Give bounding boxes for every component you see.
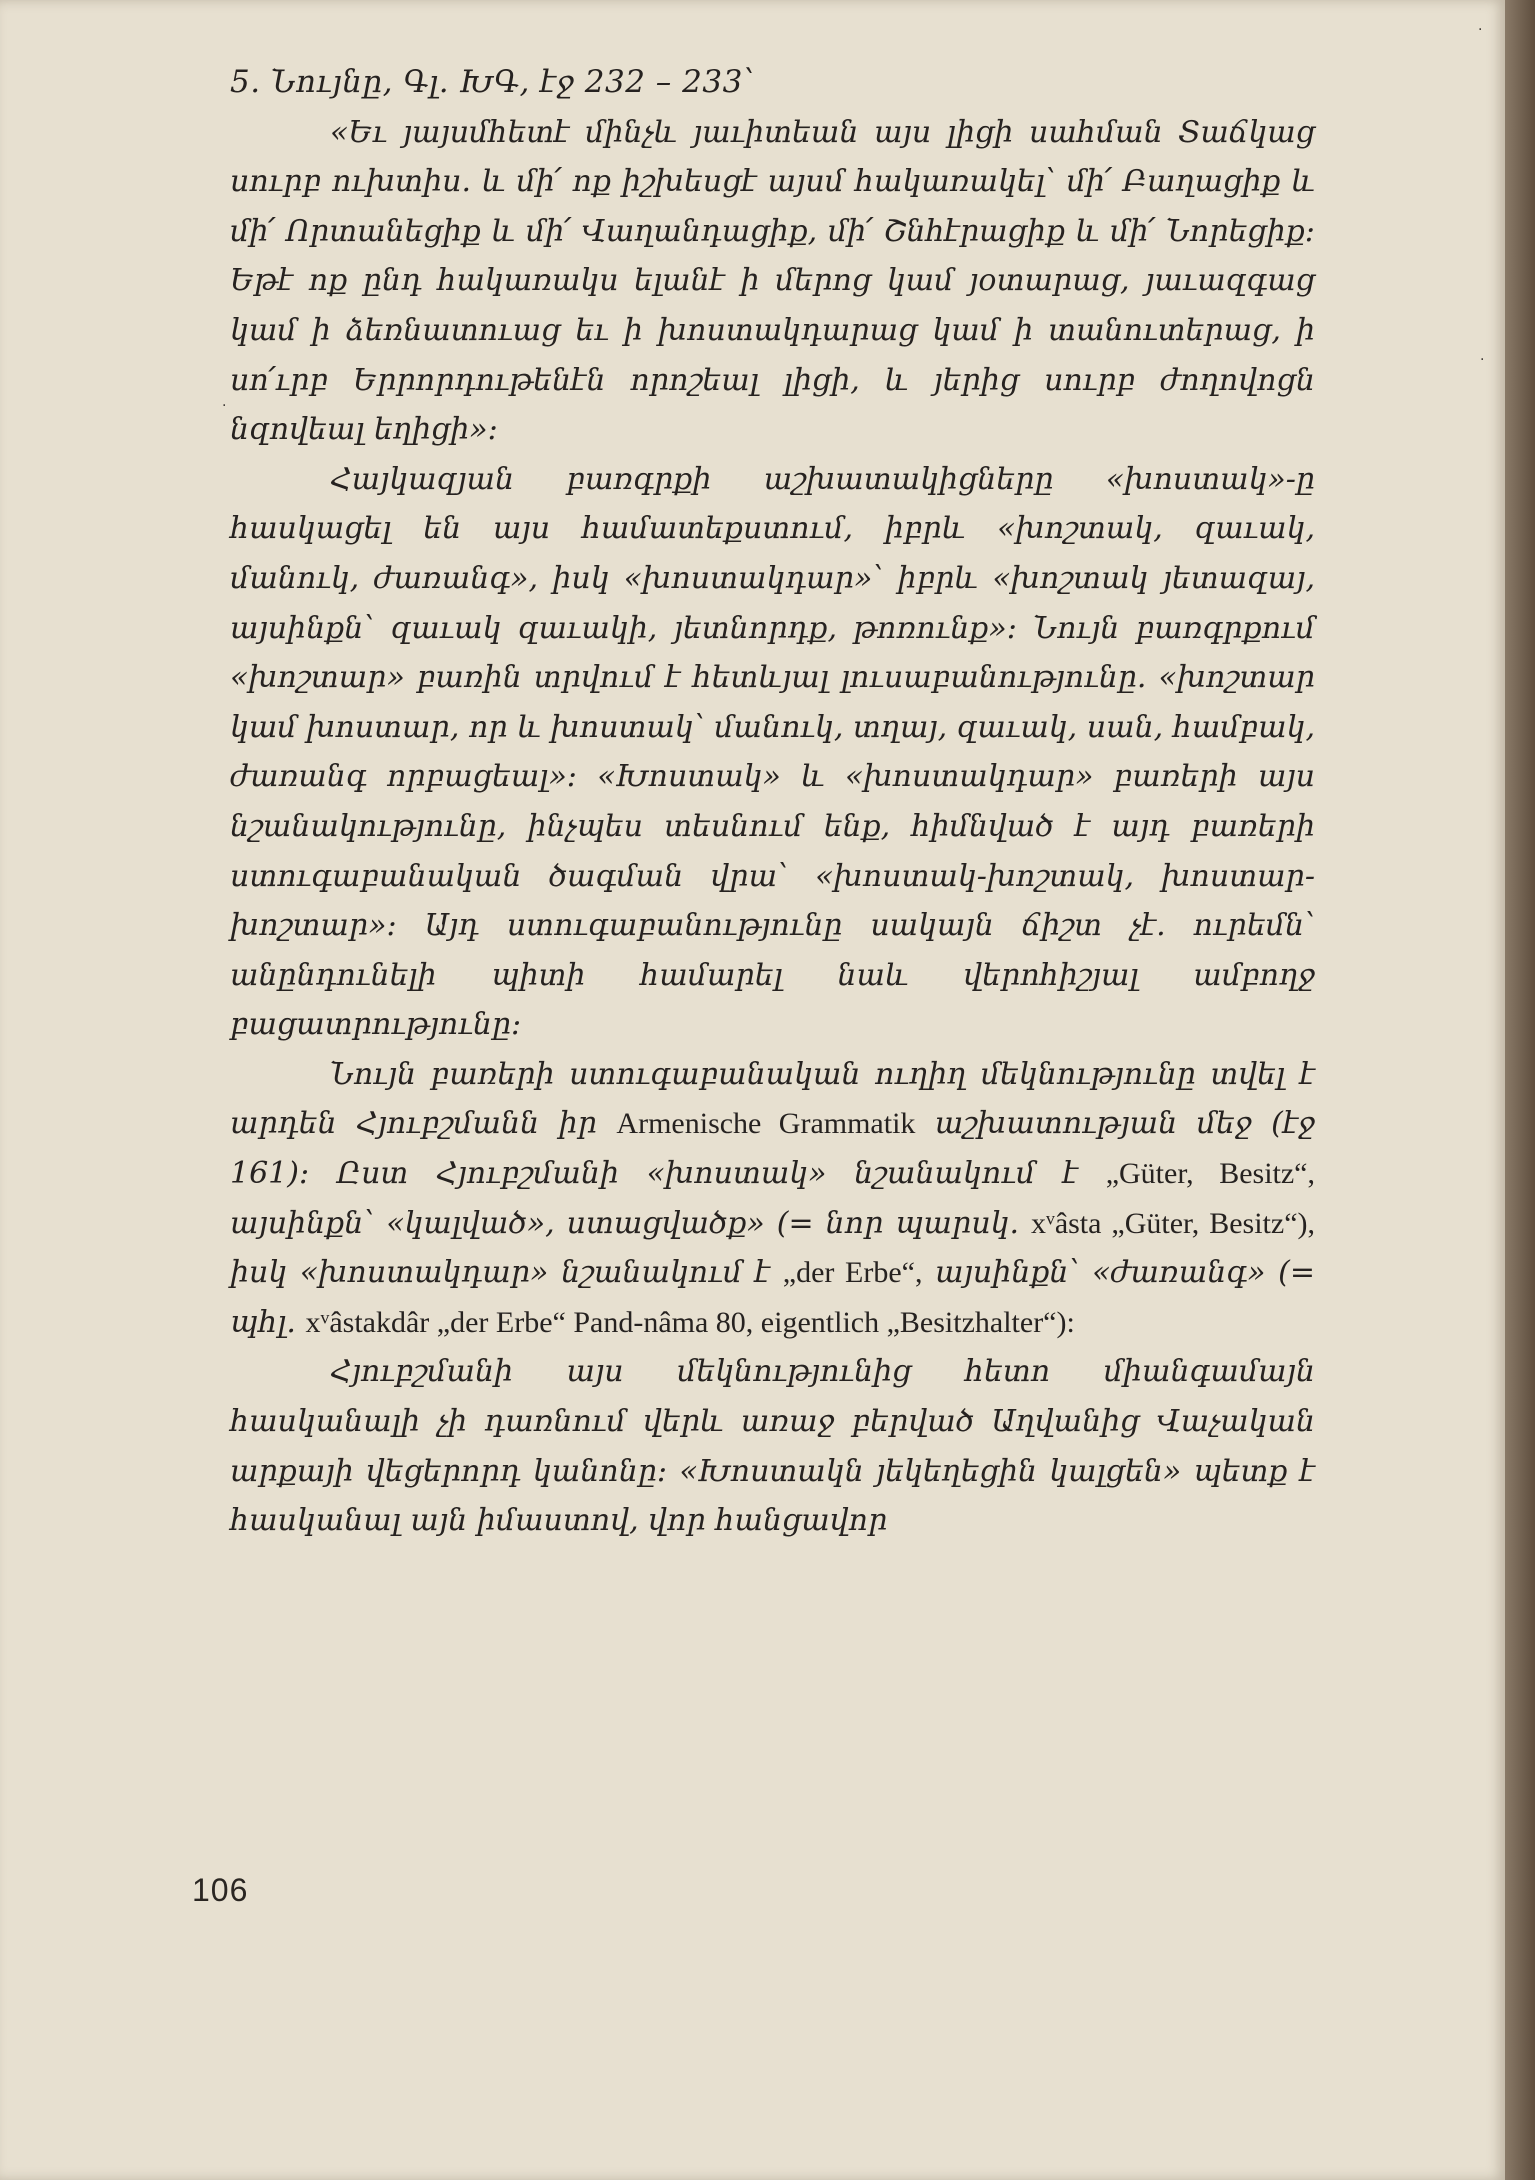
paragraph-vachakan-canon: Հյուբշմանի այս մեկնությունից հետո միանգամայն հասկանալի չի դառնում վերև առաջ բերված Աղվանից Վաչական արքայի վեցերորդ կանոնը։ «Խոստակն յեկեղեցին կալցեն» պետք է հասկանալ այն իմաստով, վոր հանցավոր bbox=[230, 1354, 1315, 1539]
p2-text-a: Նույն բառերի ստուգաբանական ուղիղ մեկնությունը տվել է արդեն Հյուբշմանն իր bbox=[230, 1056, 1315, 1142]
p2-text-e: այսինքն՝ «ժառանգ» (= պհլ. bbox=[230, 1255, 1315, 1340]
source-heading: 5. Նույնը, Գլ. ԽԳ, էջ 232 – 233՝ bbox=[230, 64, 755, 100]
p2-text-b: աշխատության մեջ (էջ 161)։ Ըստ Հյուբշմանի «խոստակ» նշանակում է bbox=[230, 1106, 1315, 1192]
gloss-der-erbe: „der Erbe“, bbox=[782, 1256, 923, 1290]
gloss-xvastakdar: xᵛâstakdâr „der Erbe“ Pand-nâma 80, eigentlich „Besitzhalter“): bbox=[305, 1305, 1075, 1339]
book-title-armenische-grammatik: Armenische Grammatik bbox=[616, 1107, 916, 1141]
margin-mark-top-right: · bbox=[1478, 22, 1483, 38]
gloss-gueter-besitz: „Güter, Besitz“, bbox=[1105, 1157, 1315, 1191]
page-number: 106 bbox=[192, 1872, 249, 1908]
paragraph-hubschmann-etymology bbox=[230, 1050, 1315, 1348]
gloss-xvasta: xᵛâsta „Güter, Besitz“), bbox=[1031, 1206, 1316, 1240]
margin-mark-mid-right: · bbox=[1480, 352, 1485, 368]
p2-text-c: այսինքն՝ «կալված», ստացվածք» (= նոր պարսկ. bbox=[230, 1205, 1020, 1241]
binding-edge bbox=[1505, 0, 1535, 2180]
page-text-block bbox=[230, 58, 1315, 1546]
paragraph-dictionary-interpretation: Հայկազյան բառգրքի աշխատակիցները «խոստակ»-ը հասկացել են այս համատեքստում, իբրև «խոշտակ, զաւակ, մանուկ, ժառանգ», իսկ «խոստակդար»՝ իբրև «խոշտակ յետազայ, այսինքն՝ զաւակ զաւակի, յետնորդք, թոռունք»։ Նույն բառգրքում «խոշտար» բառին տրվում է հետևյալ լուսաբանությունը. «խոշտար կամ խոստար, որ և խոստակ՝ մանուկ, տղայ, զաւակ, սան, համբակ, ժառանգ որբացեալ»։ «Խոստակ» և «խոստակդար» բառերի այս նշանակությունը, ինչպես տեսնում ենք, հիմնված է այդ բառերի ստուգաբանական ծագման վրա՝ «խոստակ-խոշտակ, խոստար-խոշտար»։ Այդ ստուգաբանությունը սակայն ճիշտ չէ. ուրեմն՝ անընդունելի պիտի համարել նաև վերոհիշյալ ամբողջ բացատրությունը։ bbox=[230, 461, 1315, 1043]
p2-text-d: իսկ «խոստակդար» նշանակում է bbox=[230, 1255, 771, 1291]
margin-mark-left: · bbox=[222, 398, 227, 414]
quoted-canon-text: «Եւ յայսմհետէ մինչև յաւիտեան այս լիցի սահման Տաճկաց սուրբ ուխտիս. և մի՛ ոք իշխեսցէ այսմ հակառակել՝ մի՛ Բաղացիք և մի՛ Որտանեցիք և մի՛ Վաղանդացիք, մի՛ Շնհէրացիք և մի՛ Նորեցիք։ Եթէ ոք ընդ հակառակս ելանէ ի մերոց կամ յօտարաց, յաւազգաց կամ ի ձեռնատուաց եւ ի խոստակդարաց կամ ի տանուտերաց, ի սո՛ւրբ Երրորդութենէն որոշեալ լիցի, և յերից սուրբ ժողովոցն նզովեալ եղիցի»։ bbox=[230, 114, 1315, 448]
